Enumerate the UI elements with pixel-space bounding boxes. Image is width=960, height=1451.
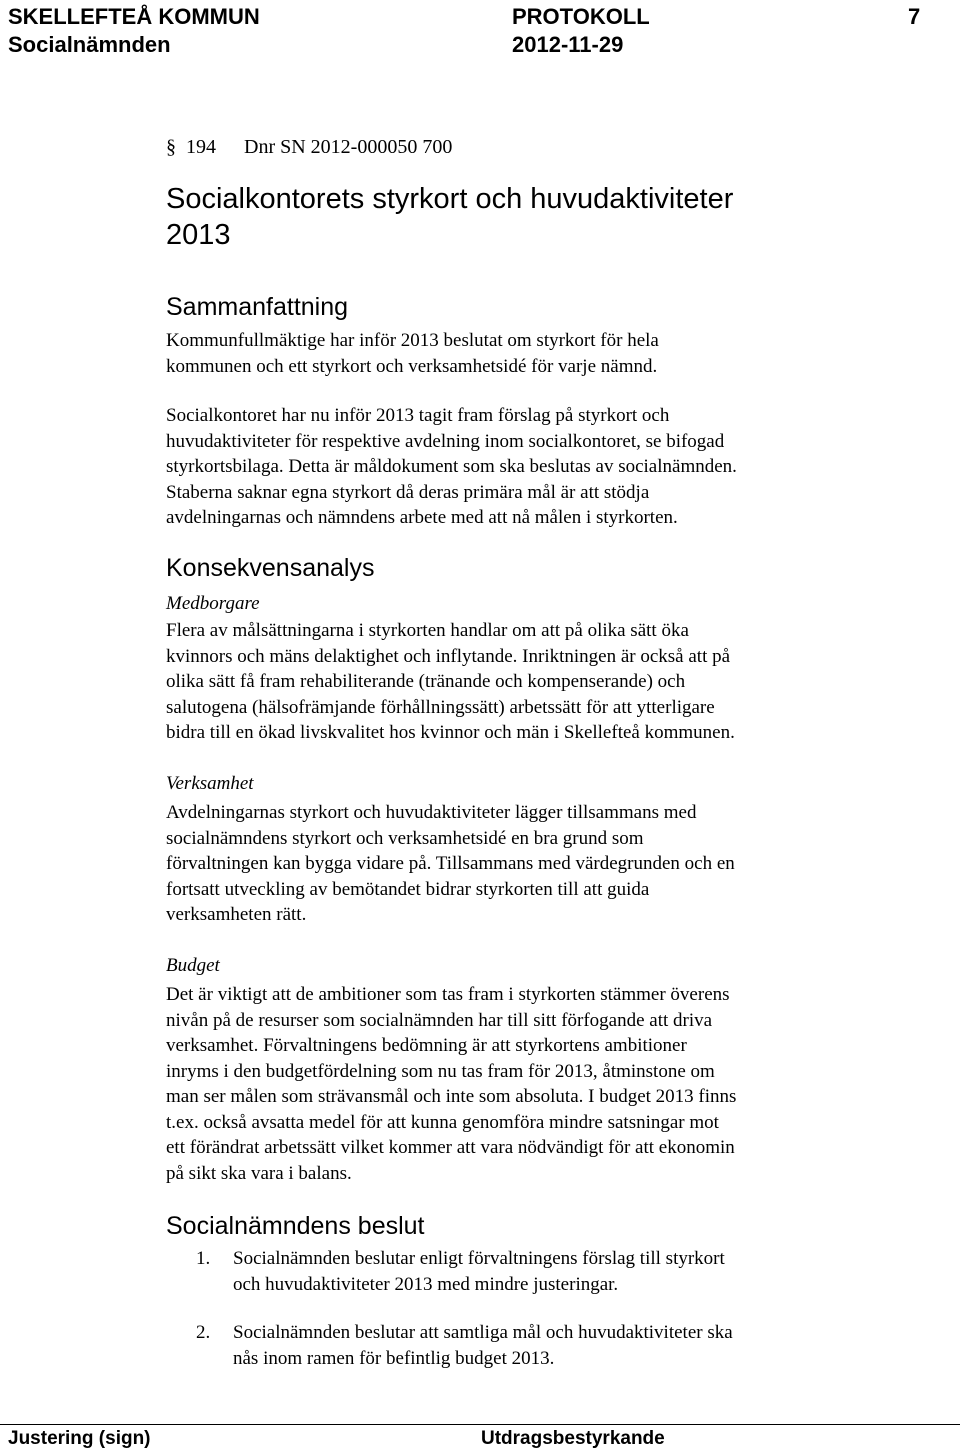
sammanfattning-p1: [166, 328, 659, 379]
text-line: förvaltningen kan bygga vidare på. Tillsammans med värdegrunden och en: [166, 853, 735, 874]
section-symbol: §: [166, 136, 176, 158]
medborgare-text: [166, 618, 735, 746]
subheading-medborgare: Medborgare: [166, 593, 260, 614]
title-line-1: Socialkontorets styrkort och huvudaktiviteter: [166, 183, 734, 215]
footer-justering: Justering (sign): [8, 1428, 151, 1449]
text-line: Socialnämnden beslutar att samtliga mål och huvudaktiviteter ska: [233, 1322, 733, 1343]
header-body: Socialnämnden: [8, 32, 171, 57]
text-line: verksamhet. Förvaltningens bedömning är att styrkortens ambitioner: [166, 1035, 687, 1056]
text-line: Kommunfullmäktige har inför 2013 beslutat om styrkort för hela: [166, 330, 659, 351]
dnr: Dnr SN 2012-000050 700: [244, 136, 453, 158]
text-line: verksamheten rätt.: [166, 904, 307, 925]
text-line: styrkortsbilaga. Detta är måldokument som ska beslutas av socialnämnden.: [166, 456, 737, 477]
heading-konsekvensanalys: Konsekvensanalys: [166, 554, 375, 582]
text-line: Socialnämnden beslutar enligt förvaltningens förslag till styrkort: [233, 1248, 725, 1269]
text-line: ett förändrat arbetssätt vilket kommer att vara nödvändigt för att ekonomin: [166, 1137, 735, 1158]
text-line: fortsatt utveckling av bemötandet bidrar styrkorten till att guida: [166, 878, 650, 900]
header-page-number: 7: [908, 4, 921, 29]
header-date: 2012-11-29: [512, 32, 624, 57]
heading-sammanfattning: Sammanfattning: [166, 293, 349, 321]
header-org: SKELLEFTEÅ KOMMUN: [8, 4, 260, 29]
decision-number: 1.: [196, 1248, 211, 1269]
footer-divider: [0, 1424, 960, 1425]
decision-number: 2.: [196, 1322, 211, 1343]
text-line: socialnämndens styrkort och verksamhetsidé en bra grund som: [166, 827, 644, 849]
text-line: t.ex. också avsatta medel för att kunna genomföra mindre satsningar mot: [166, 1111, 719, 1133]
text-line: kvinnors och mäns delaktighet och inflytande. Inriktningen är också att på: [166, 645, 731, 667]
heading-beslut: Socialnämndens beslut: [166, 1212, 425, 1240]
text-line: Avdelningarnas styrkort och huvudaktiviteter lägger tillsammans med: [166, 802, 697, 823]
text-line: Socialkontoret har nu inför 2013 tagit fram förslag på styrkort och: [166, 405, 670, 426]
text-line: avdelningarnas och nämndens arbete med att nå målen i styrkorten.: [166, 507, 678, 528]
decision-item: [196, 1246, 733, 1297]
verksamhet-text: [166, 800, 735, 928]
text-line: på sikt ska vara i balans.: [166, 1162, 352, 1184]
subheading-budget: Budget: [166, 955, 220, 976]
text-line: Staberna saknar egna styrkort då deras primära mål är att stödja: [166, 481, 650, 503]
sammanfattning-p2: [166, 403, 737, 531]
decision-item: [196, 1320, 733, 1371]
header-doc-type: PROTOKOLL: [512, 4, 650, 29]
paragraph-number: 194: [186, 136, 216, 158]
text-line: huvudaktiviteter för respektive avdelning inom socialkontoret, se bifogad: [166, 430, 725, 452]
budget-text: [166, 982, 736, 1186]
text-line: nås inom ramen för befintlig budget 2013.: [233, 1347, 555, 1369]
footer-utdragsbestyrkande: Utdragsbestyrkande: [481, 1428, 665, 1449]
title-line-2: 2013: [166, 219, 231, 251]
text-line: Flera av målsättningarna i styrkorten handlar om att på olika sätt öka: [166, 620, 689, 641]
text-line: salutogena (hälsofrämjande förhållningssätt) arbetssätt för att ytterligare: [166, 696, 715, 718]
document-title: [166, 181, 733, 253]
text-line: inryms i den budgetfördelning som nu tas fram för 2013, åtminstone om: [166, 1060, 715, 1082]
text-line: bidra till en ökad livskvalitet hos kvinnor och män i Skellefteå kommunen.: [166, 722, 735, 743]
text-line: kommunen och ett styrkort och verksamhetsidé för varje nämnd.: [166, 355, 658, 377]
text-line: och huvudaktiviteter 2013 med mindre justeringar.: [233, 1273, 619, 1295]
paragraph-reference: [166, 135, 452, 161]
subheading-verksamhet: Verksamhet: [166, 773, 254, 794]
text-line: olika sätt få fram rehabiliterande (tränande och kompenserande) och: [166, 671, 686, 692]
text-line: nivån på de resurser som socialnämnden har till sitt förfogande att driva: [166, 1009, 713, 1031]
text-line: Det är viktigt att de ambitioner som tas fram i styrkorten stämmer överens: [166, 984, 730, 1005]
beslut-list: [196, 1246, 733, 1371]
text-line: man ser målen som strävansmål och inte som absoluta. I budget 2013 finns: [166, 1086, 737, 1107]
